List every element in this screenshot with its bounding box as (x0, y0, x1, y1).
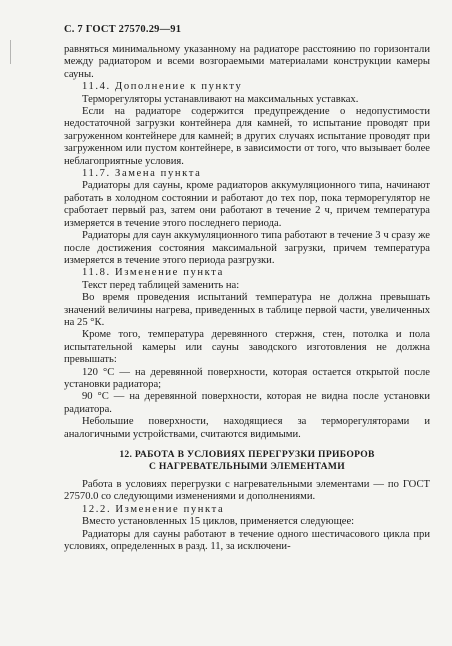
paragraph: 90 °С — на деревянной поверхности, которая не видна после установки радиатора. (64, 391, 430, 415)
margin-mark (10, 40, 14, 64)
paragraph: 120 °С — на деревянной поверхности, которая остается открытой после установки радиатора; (64, 366, 430, 390)
paragraph: Радиаторы для сауны, кроме радиаторов аккумуляционного типа, начинают работать в холодном состоянии и работают до тех пор, пока терморегулятор не сработает первый раз, затем они работают в течение 2 ч, причем температура измеряется в течение этого последнего периода. (64, 180, 430, 229)
paragraph: Кроме того, температура деревянного стержня, стен, потолка и пола испытательной камеры или сауны заводского изготовления не должна превышать: (64, 329, 430, 366)
clause-heading: 11.7. Замена пункта (82, 168, 202, 180)
section-title-line: 12. РАБОТА В УСЛОВИЯХ ПЕРЕГРУЗКИ ПРИБОРОВ (119, 449, 375, 460)
clause-heading: 11.8. Изменение пункта (82, 267, 224, 279)
body-text (64, 44, 430, 553)
paragraph: Радиаторы для саун аккумуляционного типа работают в течение 3 ч сразу же после достижения состояния максимальной загрузки, причем температура измеряется в течение этого периода разгрузки. (64, 230, 430, 266)
section-title (64, 449, 430, 473)
paragraph: Вместо установленных 15 циклов, применяется следующее: (82, 516, 355, 528)
paragraph: Работа в условиях перегрузки с нагревательными элементами — по ГОСТ 27570.0 со следующими изменениями и дополнениями. (64, 479, 430, 503)
paragraph: Радиаторы для сауны работают в течение одного шестичасового цикла при условиях, определенных в разд. 11, за исключени- (64, 528, 430, 553)
paragraph: Во время проведения испытаний температура не должна превышать значений величины нагрева, приведенных в таблице первой части, увеличенных на 25 °К. (64, 292, 430, 328)
paragraph: Если на радиаторе содержится предупреждение о недопустимости недостаточной загрузки контейнера для камней, то испытание проводят при загруженном контейнере для камней; в других случаях испытание проводят при загруженном или пустом контейнере, в зависимости от того, что вызывает более неблагоприятные условия. (64, 106, 430, 167)
page-header: С. 7 ГОСТ 27570.29—91 (64, 24, 182, 35)
paragraph: Терморегуляторы устанавливают на максимальных уставках. (82, 93, 359, 105)
paragraph: Текст перед таблицей заменить на: (82, 279, 240, 291)
clause-heading: 11.4. Дополнение к пункту (82, 81, 243, 93)
section-title-line: С НАГРЕВАТЕЛЬНЫМИ ЭЛЕМЕНТАМИ (148, 461, 346, 472)
paragraph: равняться минимальному указанному на радиаторе расстоянию по горизонтали между радиатором и всеми возгораемыми материалами конструкции камеры сауны. (64, 44, 430, 80)
paragraph: Небольшие поверхности, находящиеся за терморегуляторами и аналогичными устройствами, считаются видимыми. (64, 416, 430, 440)
clause-heading: 12.2. Изменение пункта (82, 503, 225, 515)
